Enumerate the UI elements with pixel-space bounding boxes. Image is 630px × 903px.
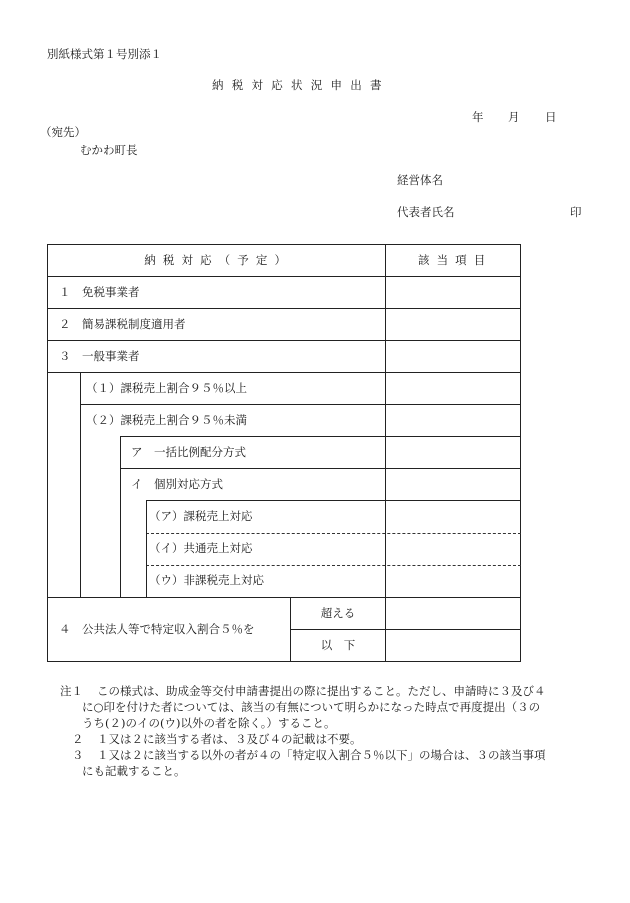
date-year: 年	[472, 110, 484, 124]
row-common-sales: （イ）共通売上対応	[149, 541, 253, 555]
representative-label: 代表者氏名	[397, 205, 455, 219]
note-1-line-2: に○印を付けた者については、該当の有無について明らかになった時点で再度提出（３の	[82, 700, 541, 714]
row-public-corporation: ４ 公共法人等で特定収入割合５％を	[59, 622, 255, 636]
addressee: むかわ町長	[80, 143, 138, 157]
row-exceeds: 超える	[320, 606, 356, 620]
note-2	[60, 731, 600, 747]
row-taxable-sales: （ア）課税売上対応	[149, 509, 253, 523]
note-3-line-1: １又は２に該当する以外の者が４の「特定収入割合５％以下」の場合は、３の該当事項	[97, 748, 546, 762]
row-non-taxable-sales: （ウ）非課税売上対応	[149, 573, 264, 587]
row-general-business: ３ 一般事業者	[59, 349, 140, 363]
notes-section	[60, 683, 600, 779]
note-3-label: ３	[72, 748, 84, 762]
row-proportional-method: ア 一括比例配分方式	[131, 445, 246, 459]
note-1-line-1: この様式は、助成金等交付申請書提出の際に提出すること。ただし、申請時に３及び４	[97, 684, 546, 698]
row-at-or-below: 以 下	[320, 638, 356, 652]
row-individual-method: イ 個別対応方式	[131, 477, 223, 491]
row-tax-exempt: １ 免税事業者	[59, 285, 140, 299]
note-3	[60, 747, 600, 763]
seal-mark: 印	[570, 205, 582, 219]
business-name-label: 経営体名	[397, 173, 443, 187]
note-2-label: ２	[72, 732, 84, 746]
row-ratio-under-95: （２）課税売上割合９５％未満	[86, 413, 247, 427]
header-applicable: 該 当 項 目	[417, 253, 488, 267]
addressee-label: （宛先）	[40, 125, 86, 139]
note-1-line-3: うち(２)のイの(ウ)以外の者を除く。）すること。	[82, 716, 336, 730]
note-2-line-1: １又は２に該当する者は、３及び４の記載は不要。	[97, 732, 362, 746]
header-tax-status: 納 税 対 応 （ 予 定 ）	[144, 253, 288, 267]
note-1-label: 注１	[60, 684, 83, 698]
page-title: 納 税 対 応 状 況 申 出 書	[212, 78, 384, 92]
row-simplified-tax: ２ 簡易課税制度適用者	[59, 317, 186, 331]
row-ratio-95-or-more: （１）課税売上割合９５％以上	[86, 381, 247, 395]
note-3-line-2: にも記載すること。	[82, 764, 186, 778]
form-code: 別紙様式第１号別添１	[47, 47, 162, 61]
date-day: 日	[545, 110, 557, 124]
note-1	[60, 683, 600, 699]
tax-status-table	[47, 244, 521, 662]
date-month: 月	[508, 110, 520, 124]
